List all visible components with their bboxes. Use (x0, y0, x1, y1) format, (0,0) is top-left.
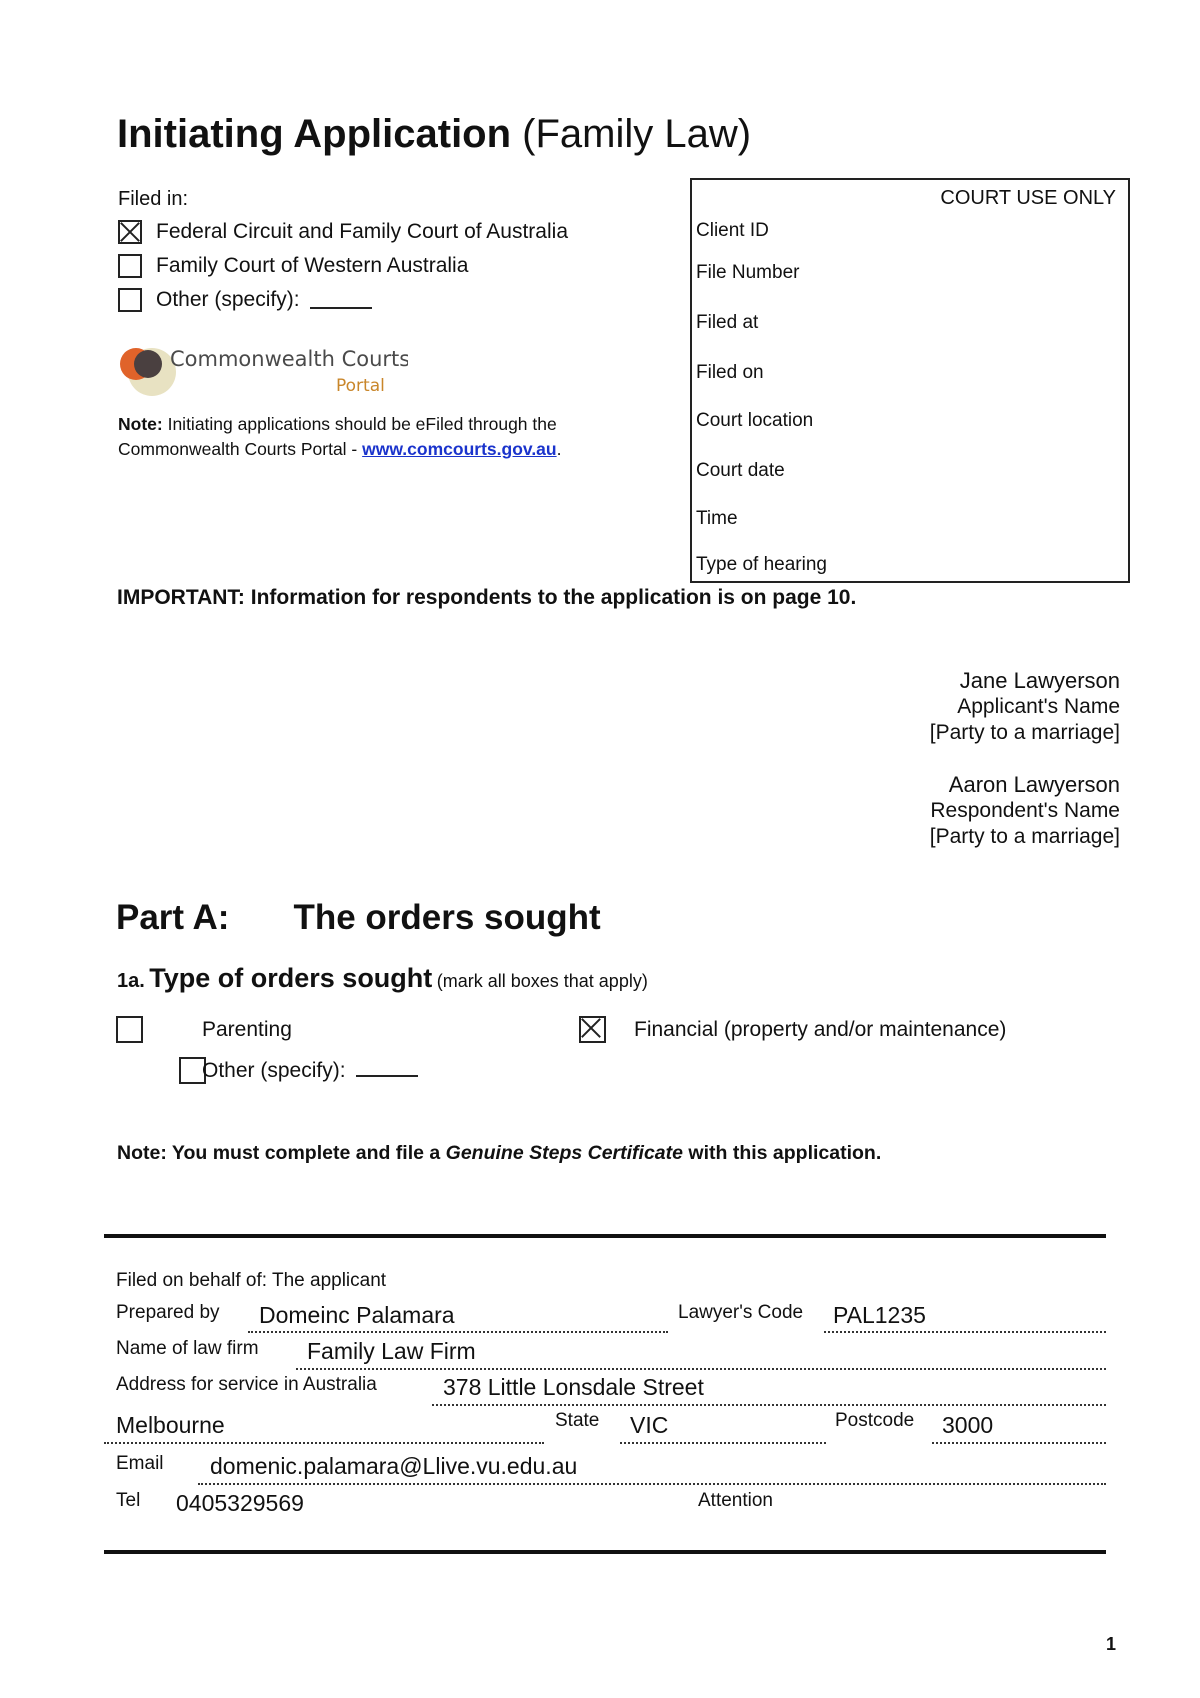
lawyers-code-field[interactable]: PAL1235 (833, 1302, 926, 1328)
postcode-field[interactable]: 3000 (942, 1412, 994, 1438)
respondent-name: Aaron Lawyerson (948, 772, 1120, 797)
court-use-only-box (690, 178, 1130, 583)
question-number: 1a. (117, 970, 145, 992)
question-heading: Type of orders sought (149, 963, 433, 993)
state-field[interactable]: VIC (630, 1412, 669, 1438)
email-underline (198, 1483, 1106, 1485)
top-divider (104, 1234, 1106, 1238)
applicant-block (930, 668, 1120, 746)
respondent-block (930, 772, 1120, 850)
filed-in-option-fcwa[interactable] (118, 254, 468, 278)
portal-note-text: Initiating applications should be eFiled through the Commonwealth Courts Portal - (118, 414, 557, 459)
checkbox[interactable] (118, 254, 142, 278)
question-1a-heading (117, 963, 648, 994)
financial-label: Financial (property and/or maintenance) (634, 1018, 1007, 1041)
logo-line1: Commonwealth Courts (170, 347, 408, 371)
tel-field[interactable]: 0405329569 (176, 1490, 304, 1516)
page-title (117, 112, 751, 157)
lawyers-code-label: Lawyer's Code (678, 1302, 804, 1323)
gsc-note-prefix: Note: You must complete and file a (117, 1142, 446, 1164)
comcourts-link[interactable]: www.comcourts.gov.au (362, 439, 557, 459)
checkbox-checked[interactable] (118, 220, 142, 244)
postcode-label: Postcode (835, 1410, 915, 1431)
portal-note (118, 412, 618, 462)
genuine-steps-note (117, 1142, 881, 1165)
prepared-by-underline (248, 1331, 668, 1333)
prepared-by-label: Prepared by (116, 1302, 220, 1323)
bottom-divider (104, 1550, 1106, 1554)
filed-in-option-label: Family Court of Western Australia (156, 254, 469, 277)
filed-in-option-label: Other (specify): (156, 288, 300, 311)
part-a-title: The orders sought (293, 898, 601, 937)
prepared-by-field[interactable]: Domeinc Palamara (259, 1302, 455, 1328)
court-field-time: Time (696, 508, 738, 529)
suburb-underline (104, 1442, 544, 1444)
tel-label: Tel (116, 1490, 141, 1511)
financial-checkbox[interactable] (579, 1016, 606, 1043)
commonwealth-courts-portal-logo (118, 336, 408, 398)
filed-on-behalf-value: The applicant (271, 1270, 387, 1291)
filed-in-option-other[interactable] (118, 288, 372, 312)
address-field[interactable]: 378 Little Lonsdale Street (443, 1374, 704, 1400)
applicant-role: Applicant's Name (957, 695, 1120, 718)
filed-on-behalf-label: Filed on behalf of: (116, 1270, 268, 1291)
lawyers-code-underline (824, 1331, 1106, 1333)
firm-field[interactable]: Family Law Firm (307, 1338, 476, 1364)
postcode-underline (932, 1442, 1106, 1444)
court-field-type-of-hearing: Type of hearing (696, 554, 827, 575)
court-field-filed-at: Filed at (696, 312, 759, 333)
address-label: Address for service in Australia (116, 1374, 377, 1395)
important-notice: IMPORTANT: Information for respondents to the application is on page 10. (117, 586, 857, 609)
question-hint: (mark all boxes that apply) (436, 971, 648, 991)
parenting-label: Parenting (202, 1018, 292, 1041)
other-orders-blank[interactable] (356, 1059, 418, 1077)
court-field-court-location: Court location (696, 410, 814, 431)
page-number: 1 (1105, 1634, 1116, 1654)
part-a-label: Part A: (116, 898, 230, 937)
respondent-party: [Party to a marriage] (929, 825, 1120, 848)
logo-line2: Portal (336, 376, 385, 396)
attention-label: Attention (698, 1490, 773, 1511)
address-underline (432, 1404, 1106, 1406)
suburb-field[interactable]: Melbourne (116, 1412, 225, 1438)
filed-in-option-label: Federal Circuit and Family Court of Australia (156, 220, 568, 243)
specify-blank[interactable] (310, 291, 372, 309)
title-bold: Initiating Application (117, 112, 512, 156)
title-normal: (Family Law) (522, 112, 752, 156)
court-field-client-id: Client ID (696, 220, 769, 241)
respondent-role: Respondent's Name (930, 799, 1120, 822)
portal-note-after: . (556, 439, 562, 459)
firm-label: Name of law firm (116, 1338, 259, 1359)
filed-on-behalf-row (116, 1270, 386, 1292)
applicant-party: [Party to a marriage] (929, 721, 1120, 744)
other-orders-text: Other (specify): (202, 1059, 346, 1082)
state-underline (620, 1442, 826, 1444)
portal-note-bold: Note: (118, 414, 163, 434)
state-label: State (555, 1410, 600, 1431)
court-use-heading: COURT USE ONLY (940, 187, 1116, 209)
parenting-checkbox[interactable] (116, 1016, 143, 1043)
gsc-note-italic: Genuine Steps Certificate (445, 1142, 683, 1164)
court-field-file-number: File Number (696, 262, 800, 283)
part-a-heading (116, 898, 601, 938)
filed-in-label: Filed in: (118, 188, 189, 210)
logo-circles-icon (118, 336, 408, 398)
other-orders-label (202, 1059, 418, 1083)
filed-in-option-fcfca[interactable] (118, 220, 568, 244)
checkbox[interactable] (118, 288, 142, 312)
applicant-name: Jane Lawyerson (959, 668, 1120, 693)
email-label: Email (116, 1453, 164, 1474)
court-field-filed-on: Filed on (696, 362, 764, 383)
email-field[interactable]: domenic.palamara@Llive.vu.edu.au (210, 1453, 578, 1479)
firm-underline (296, 1368, 1106, 1370)
gsc-note-suffix: with this application. (683, 1142, 882, 1164)
court-field-court-date: Court date (696, 460, 785, 481)
